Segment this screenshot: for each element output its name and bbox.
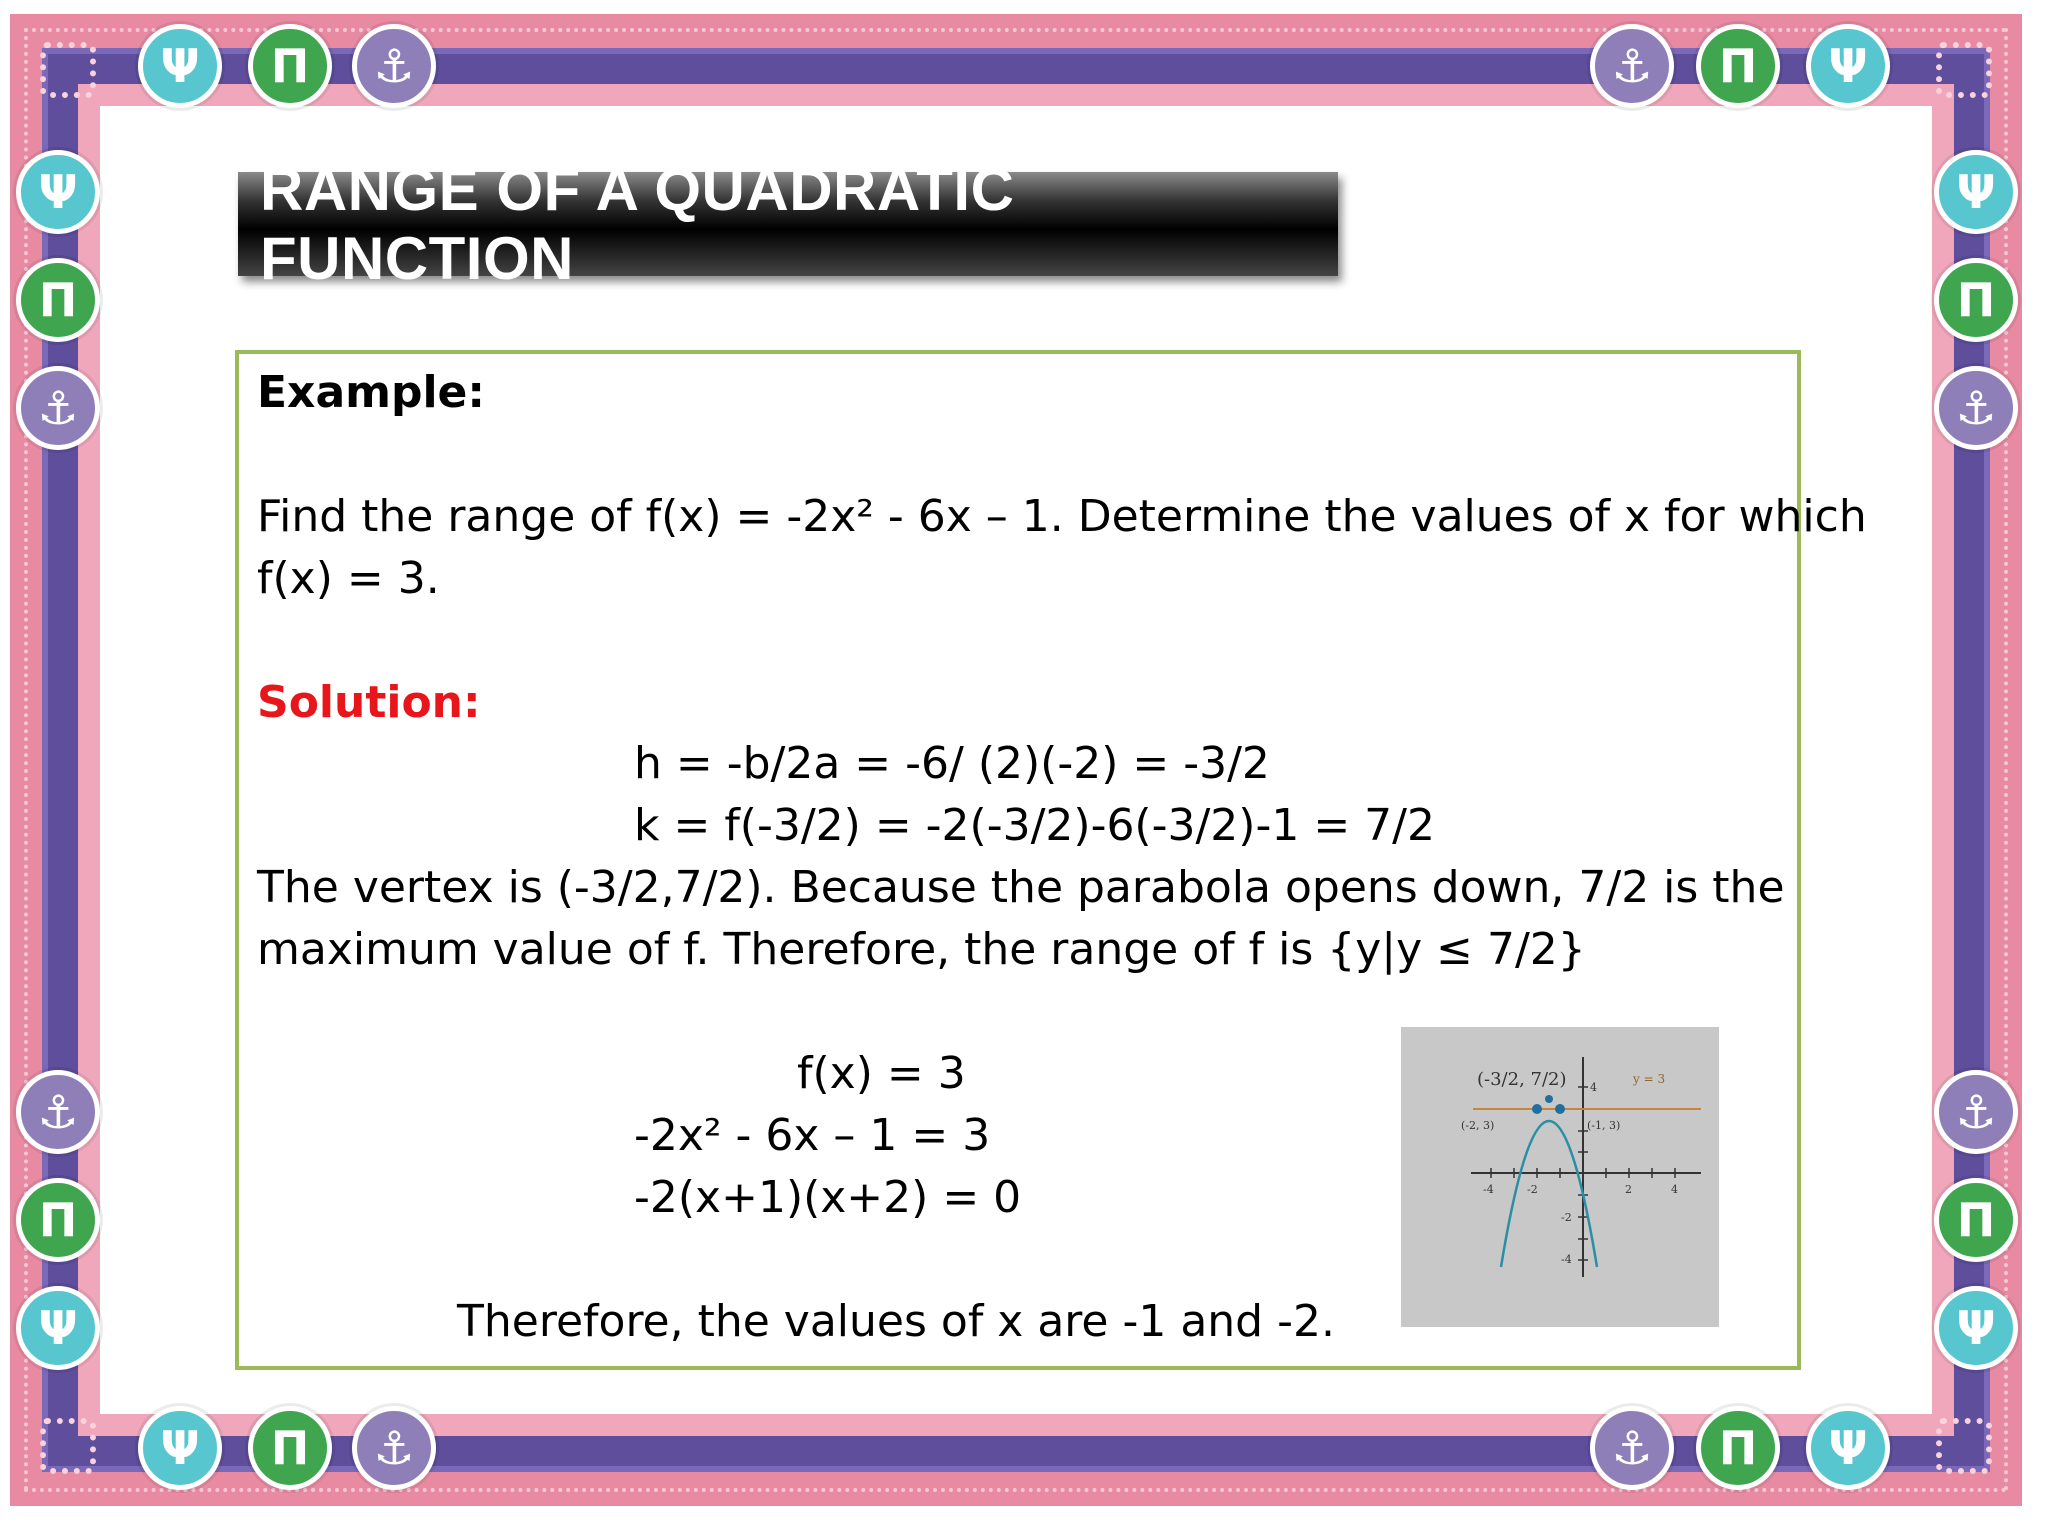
problem-text-line-1: Find the range of f(x) = -2x² - 6x – 1. Determine the values of x for which (257, 491, 1867, 542)
point-left-label: (-2, 3) (1461, 1119, 1495, 1132)
y-tick-label: -2 (1561, 1211, 1572, 1224)
problem-text-line-2: f(x) = 3. (257, 553, 440, 604)
fork-knife-icon: Ψ (1934, 1286, 2018, 1370)
corner-ornament-icon (40, 42, 96, 98)
line-label: y = 3 (1633, 1072, 1666, 1086)
fork-knife-icon: Ψ (138, 24, 222, 108)
anchor-icon: ⚓ (1590, 24, 1674, 108)
anchor-icon: ⚓ (16, 1070, 100, 1154)
equation-step-2: -2x² - 6x – 1 = 3 (634, 1110, 991, 1161)
h-calculation: h = -b/2a = -6/ (2)(-2) = -3/2 (634, 738, 1270, 789)
gate-icon: Π (16, 258, 100, 342)
vertex-label: (-3/2, 7/2) (1477, 1069, 1567, 1090)
parabola-graph-svg (1401, 1027, 1719, 1327)
parabola-graph (1401, 1027, 1719, 1327)
x-tick-label: 2 (1625, 1183, 1632, 1196)
gate-icon: Π (1934, 258, 2018, 342)
corner-ornament-icon (1936, 1418, 1992, 1474)
conclusion-text: Therefore, the values of x are -1 and -2. (457, 1296, 1335, 1347)
example-label: Example: (257, 367, 485, 418)
slide-title: RANGE OF A QUADRATIC FUNCTION (260, 156, 1015, 292)
fork-knife-icon: Ψ (1806, 1406, 1890, 1490)
anchor-icon: ⚓ (352, 24, 436, 108)
fork-knife-icon: Ψ (138, 1406, 222, 1490)
anchor-icon: ⚓ (16, 366, 100, 450)
point-right (1555, 1104, 1565, 1114)
gate-icon: Π (248, 1406, 332, 1490)
x-tick-label: -2 (1527, 1183, 1538, 1196)
gate-icon: Π (1934, 1178, 2018, 1262)
k-calculation: k = f(-3/2) = -2(-3/2)-6(-3/2)-1 = 7/2 (634, 800, 1435, 851)
corner-ornament-icon (1936, 42, 1992, 98)
vertex-point (1545, 1095, 1553, 1103)
title-banner (238, 156, 1338, 292)
anchor-icon: ⚓ (1934, 1070, 2018, 1154)
x-tick-label: 4 (1671, 1183, 1678, 1196)
anchor-icon: ⚓ (1934, 366, 2018, 450)
vertex-text-line-1: The vertex is (-3/2,7/2). Because the parabola opens down, 7/2 is the (257, 862, 1785, 913)
fork-knife-icon: Ψ (16, 1286, 100, 1370)
gate-icon: Π (248, 24, 332, 108)
y-tick-label: 4 (1590, 1081, 1597, 1094)
anchor-icon: ⚓ (352, 1406, 436, 1490)
equation-step-1: f(x) = 3 (797, 1048, 966, 1099)
point-left (1532, 1104, 1542, 1114)
point-right-label: (-1, 3) (1587, 1119, 1621, 1132)
gate-icon: Π (16, 1178, 100, 1262)
x-tick-label: -4 (1483, 1183, 1494, 1196)
equation-step-3: -2(x+1)(x+2) = 0 (634, 1172, 1022, 1223)
corner-ornament-icon (40, 1418, 96, 1474)
anchor-icon: ⚓ (1590, 1406, 1674, 1490)
fork-knife-icon: Ψ (1934, 150, 2018, 234)
fork-knife-icon: Ψ (16, 150, 100, 234)
y-tick-label: -4 (1561, 1253, 1572, 1266)
solution-label: Solution: (257, 677, 481, 728)
vertex-text-line-2: maximum value of f. Therefore, the range of f is {y|y ≤ 7/2} (257, 924, 1586, 975)
gate-icon: Π (1696, 1406, 1780, 1490)
fork-knife-icon: Ψ (1806, 24, 1890, 108)
gate-icon: Π (1696, 24, 1780, 108)
